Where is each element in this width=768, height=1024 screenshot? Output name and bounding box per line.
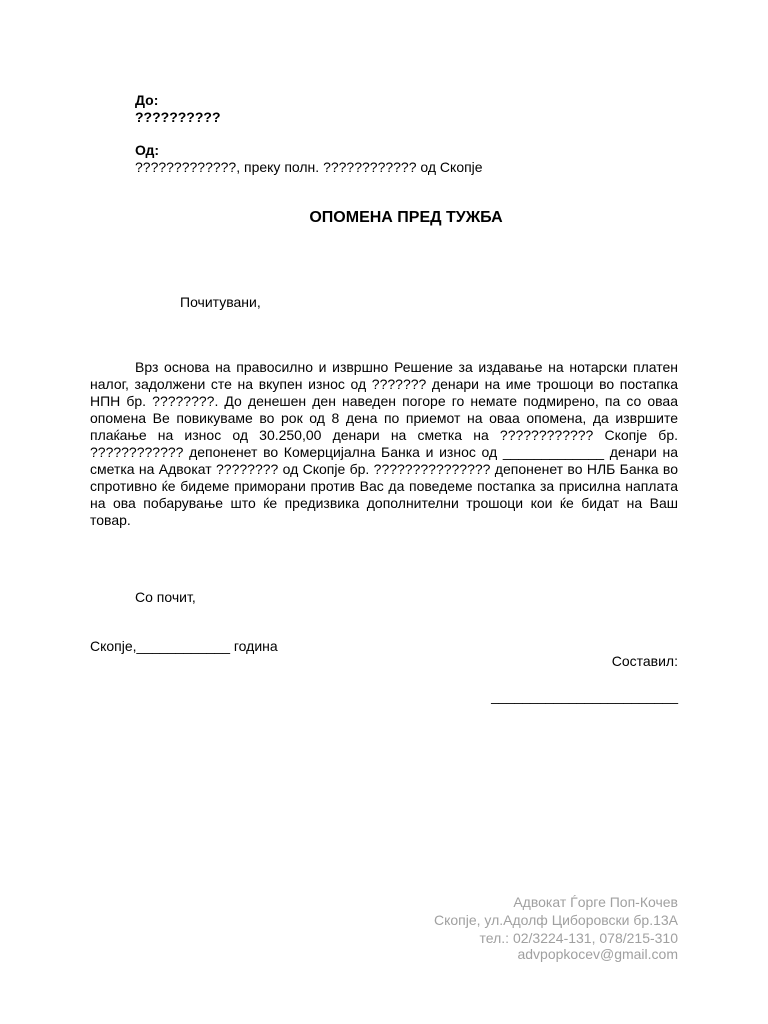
greeting: Почитувани, bbox=[180, 294, 261, 310]
compiled-by-label: Составил: bbox=[611, 653, 678, 669]
document-title: ОПОМЕНА ПРЕД ТУЖБА bbox=[309, 209, 503, 226]
recipient-value: ?????????? bbox=[135, 109, 221, 125]
closing: Со почит, bbox=[135, 589, 196, 605]
footer-phone: тел.: 02/3224-131, 078/215-310 bbox=[479, 930, 678, 946]
recipient-label: До: bbox=[135, 92, 159, 108]
footer-lawyer-name: Адвокат Ѓорге Поп-Кочев bbox=[513, 894, 678, 910]
signature-line: ________________________ bbox=[491, 688, 678, 704]
place-date-line: Скопје,____________ година bbox=[90, 638, 278, 654]
sender-label: Од: bbox=[135, 142, 160, 158]
sender-value: ?????????????, преку полн. ???????????? од Скопје bbox=[135, 159, 483, 175]
body-paragraph: Врз основа на правосилно и извршно Решение за издавање на нотарски платен налог, задолжени сте на вкупен износ од ??????? денари на име трошоци во постапка НПН бр. ????????. До денешен ден наведен погоре го немате подмирено, па со оваа опомена Ве повикуваме во рок од 8 дена по приемот на оваа опомена, да извршите плаќање на износ од 30.250,00 денари на сметка на ???????????? Скопје бр. ???????????? депоненет во Комерцијална Банка и износ од _____________ денари на сметка на Адвокат ???????? од Скопје бр. ??????????????? депоненет во НЛБ Банка во спротивно ќе бидеме приморани против Вас да поведеме постапка за присилна наплата на ова побарување што ќе предизвика дополнителни трошоци кои ќе бидат на Ваш товар. bbox=[90, 359, 678, 528]
footer-email: advpopkocev@gmail.com bbox=[517, 946, 678, 962]
footer-address: Скопје, ул.Адолф Циборовски бр.13А bbox=[433, 912, 678, 928]
